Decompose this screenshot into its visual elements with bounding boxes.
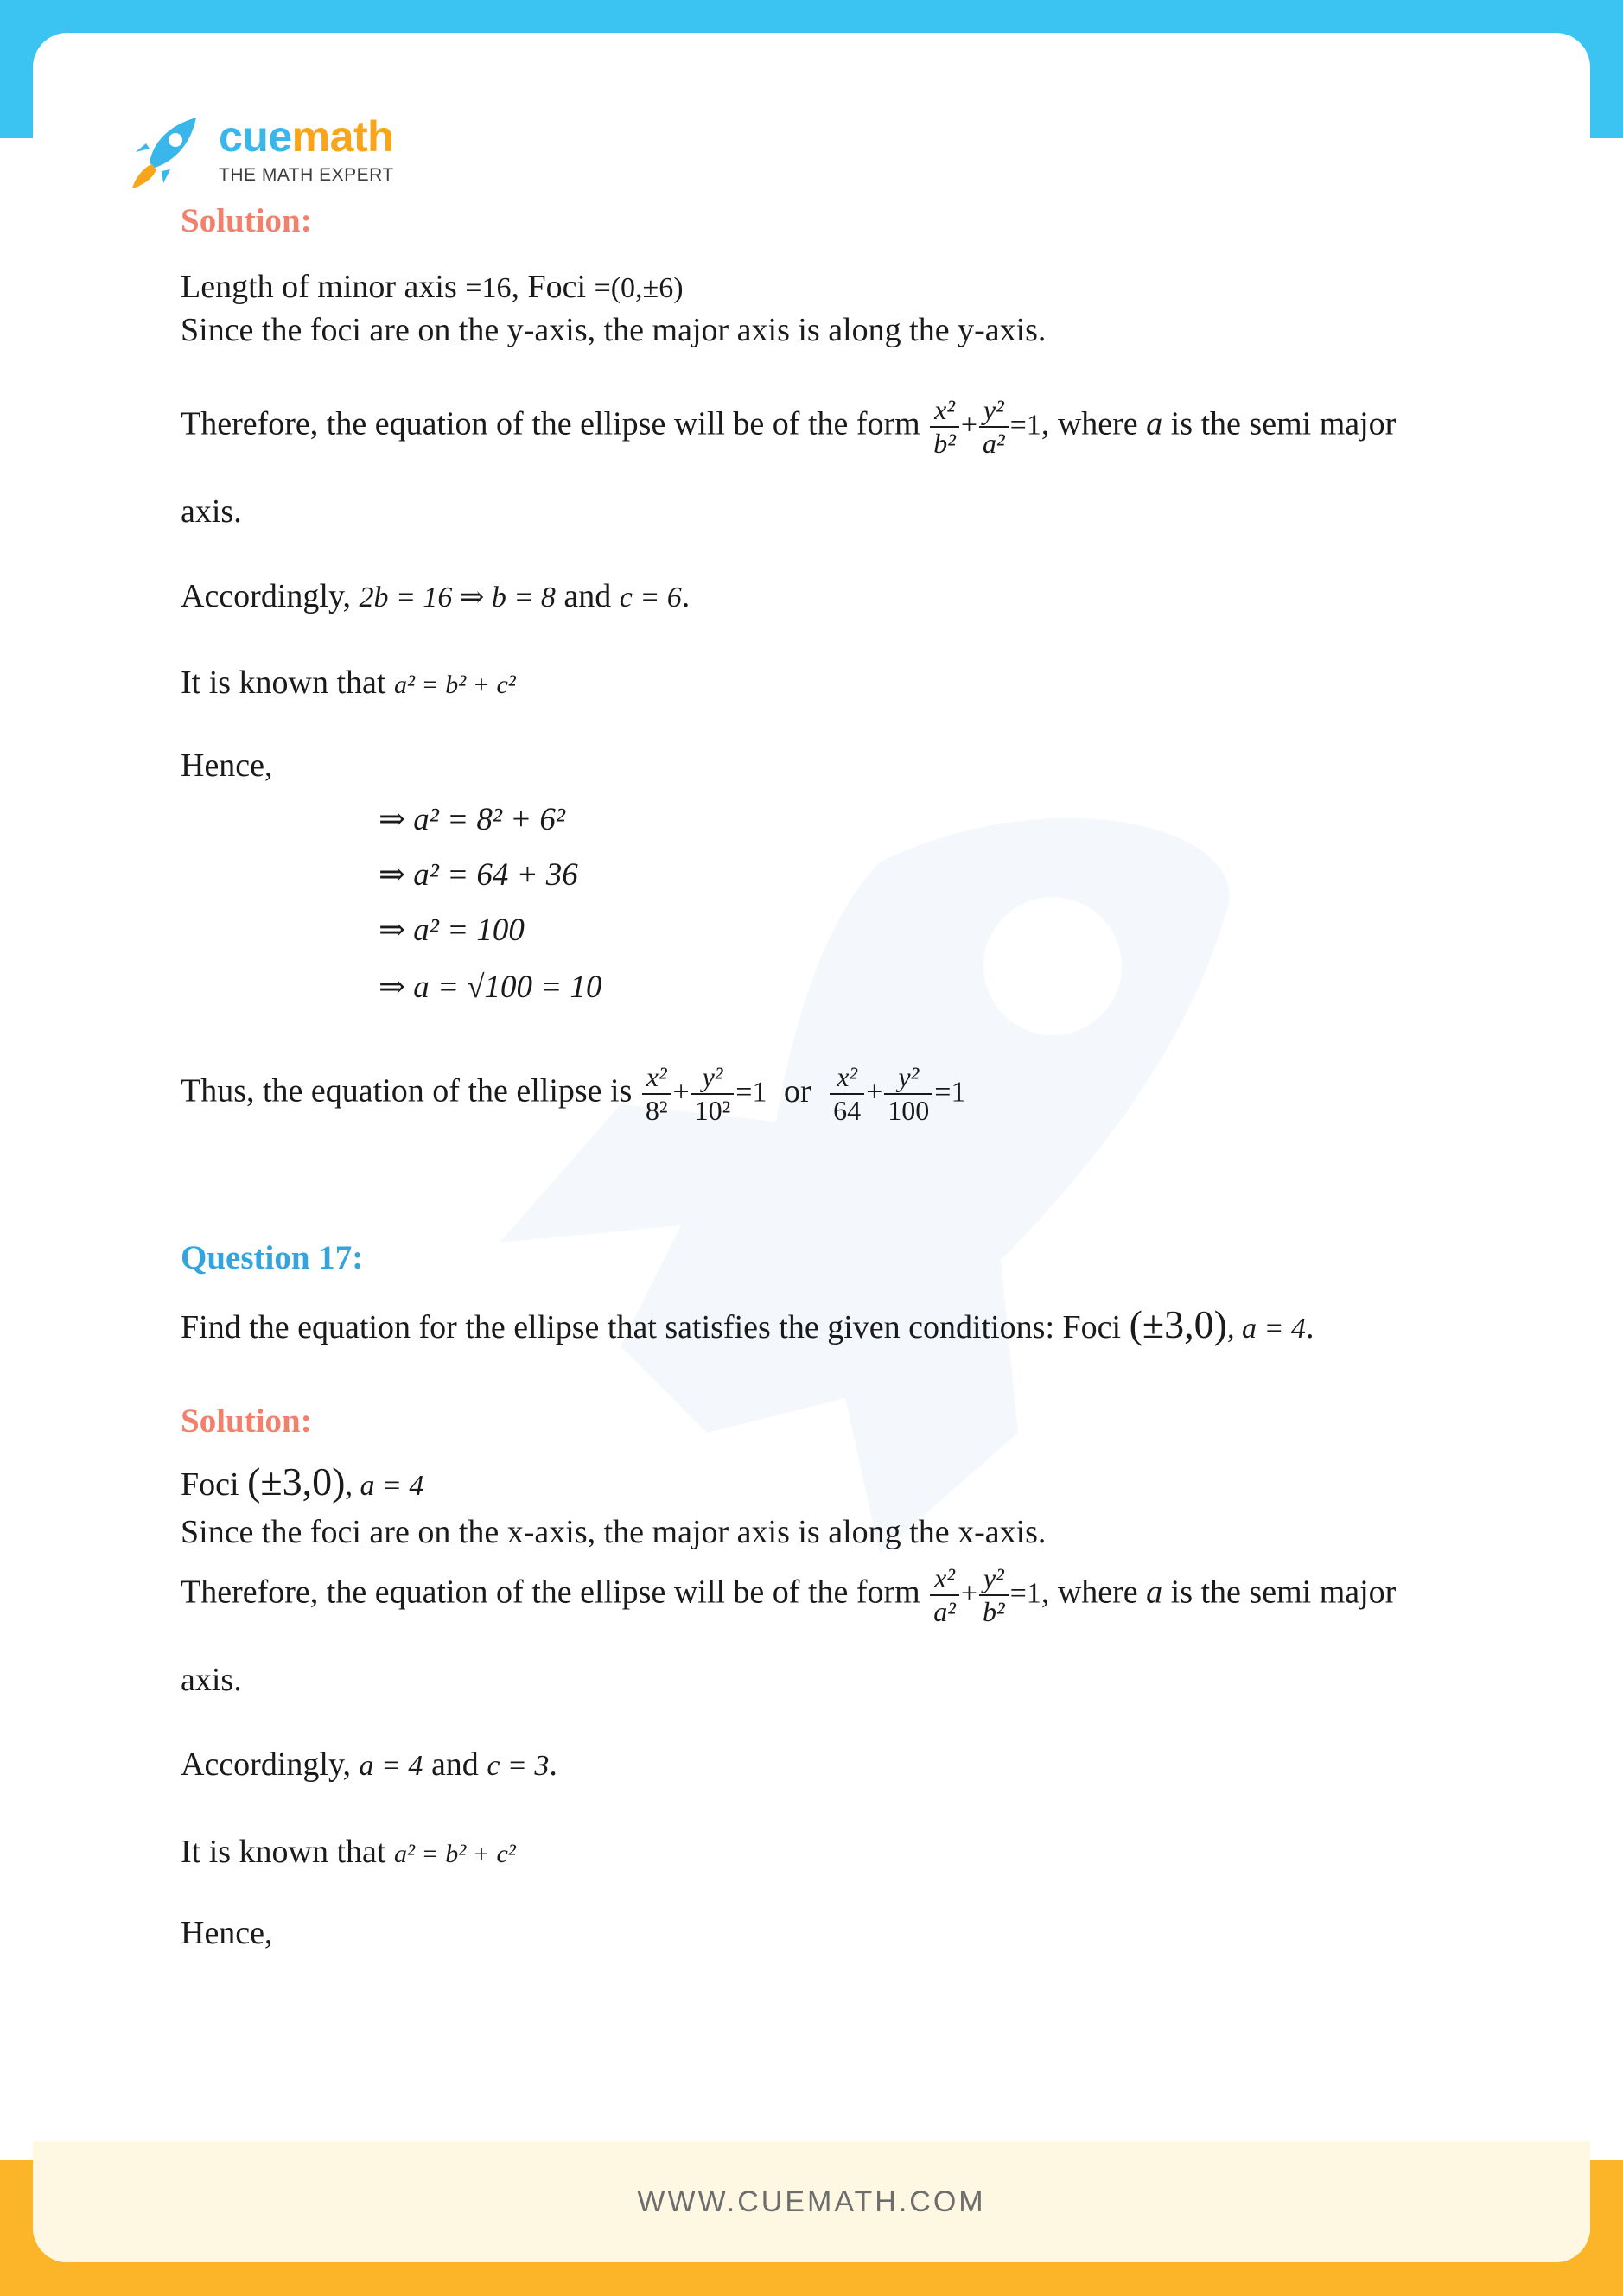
where-text: , where <box>1041 1574 1138 1611</box>
known-text: It is known that <box>181 1834 386 1870</box>
fraction-x2-a2: $\frac{\text{x²}}{\text{a²}}$ <box>930 1562 959 1628</box>
footer-bar <box>33 2141 1590 2262</box>
foci-label: , Foci <box>511 269 587 305</box>
semi-major-var: a <box>1146 405 1163 442</box>
sol16-line2: Since the foci are on the y-axis, the major axis is along the y-axis. <box>181 312 1047 348</box>
accordingly-text: Accordingly, <box>181 1746 351 1783</box>
plus-sign: + <box>960 409 978 442</box>
rocket-watermark-icon <box>396 811 1260 1588</box>
or-text: or <box>783 1072 812 1110</box>
sol16-line5 <box>181 577 690 615</box>
page-card <box>33 33 1590 2262</box>
equals-one: =1 <box>1009 1577 1041 1610</box>
known-text: It is known that <box>181 665 386 701</box>
ellipse-relation: a² = b² + c² <box>393 671 516 699</box>
sol17-hence: Hence, <box>181 1915 273 1951</box>
step-3: ⇒ a² = 100 <box>379 913 525 948</box>
period: . <box>549 1746 557 1783</box>
solution-heading: Solution: <box>181 202 312 239</box>
solution-heading: Solution: <box>181 1402 312 1440</box>
fraction-y2-b2: $\frac{\text{y²}}{\text{b²}}$ <box>979 1562 1009 1628</box>
cuemath-logo[interactable] <box>124 109 394 192</box>
footer-url-link[interactable]: WWW.CUEMATH.COM <box>637 2185 986 2218</box>
conclusion-text: Thus, the equation of the ellipse is <box>181 1072 633 1110</box>
period: . <box>1305 1309 1314 1345</box>
semi-major-var: a <box>1146 1574 1163 1611</box>
fraction-y2-10sq: $\frac{\text{y²}}{\text{10²}}$ <box>691 1061 735 1127</box>
c-value: c = 3 <box>487 1750 550 1782</box>
question-17-heading: Question 17: <box>181 1239 364 1276</box>
sol16-line6 <box>181 664 516 702</box>
brand-name-part2: math <box>291 112 394 161</box>
equals-one: =1 <box>735 1076 767 1109</box>
fraction-x2-8sq: $\frac{\text{x²}}{\text{8²}}$ <box>642 1061 671 1127</box>
a-value: , a = 4 <box>345 1470 424 1502</box>
ellipse-relation: a² = b² + c² <box>393 1840 516 1868</box>
q17-text <box>181 1301 1314 1347</box>
foci-value: =(0,±6) <box>594 272 684 304</box>
foci-value: (±3,0) <box>247 1460 346 1504</box>
fraction-x2-b2: $\frac{\text{x²}}{\text{b²}}$ <box>930 394 959 460</box>
c-value: c = 6 <box>619 582 682 614</box>
fraction-x2-64: $\frac{\text{x²}}{64}$ <box>830 1061 864 1127</box>
minor-axis-equation: 2b = 16 ⇒ b = 8 <box>359 582 556 614</box>
sol17-line4: axis. <box>181 1662 242 1698</box>
sol17-line1 <box>181 1459 423 1504</box>
and-text: and <box>563 578 612 614</box>
sol16-line4: axis. <box>181 493 242 530</box>
equals-one: =1 <box>1009 409 1041 442</box>
question-text: Find the equation for the ellipse that satisfies the given conditions: Foci <box>181 1309 1122 1345</box>
step-2: ⇒ a² = 64 + 36 <box>379 857 578 893</box>
brand-name-part1: cue <box>219 112 292 161</box>
minor-axis-text: Length of minor axis <box>181 269 457 305</box>
step-1: ⇒ a² = 8² + 6² <box>379 802 565 837</box>
where-text: , where <box>1041 405 1138 442</box>
plus-sign: + <box>866 1076 883 1109</box>
sol17-line5 <box>181 1746 557 1784</box>
step-4: ⇒ a = √100 = 10 <box>379 970 602 1005</box>
a-value: , a = 4 <box>1226 1313 1306 1345</box>
form-text: Therefore, the equation of the ellipse will be of the form <box>181 1574 920 1611</box>
sol17-line6 <box>181 1833 516 1871</box>
foci-value: (±3,0) <box>1129 1302 1227 1346</box>
fraction-y2-100: $\frac{\text{y²}}{100}$ <box>884 1061 932 1127</box>
plus-sign: + <box>960 1577 978 1610</box>
sol16-hence: Hence, <box>181 747 273 784</box>
a-value: a = 4 <box>359 1750 423 1782</box>
rocket-logo-icon <box>124 109 207 192</box>
sol16-line3 <box>181 394 1396 460</box>
brand-tagline: THE MATH EXPERT <box>219 165 394 185</box>
and-text: and <box>430 1746 479 1783</box>
foci-label: Foci <box>181 1466 239 1503</box>
period: . <box>681 578 691 614</box>
minor-axis-value: =16 <box>465 272 512 304</box>
fraction-y2-a2: $\frac{\text{y²}}{\text{a²}}$ <box>979 394 1009 460</box>
sol17-line2: Since the foci are on the x-axis, the major axis is along the x-axis. <box>181 1514 1047 1550</box>
plus-sign: + <box>672 1076 690 1109</box>
accordingly-text: Accordingly, <box>181 578 351 614</box>
sol16-conclusion <box>181 1061 965 1127</box>
semi-major-text: is the semi major <box>1170 405 1397 442</box>
equals-one: =1 <box>934 1076 966 1109</box>
sol16-line1 <box>181 268 684 306</box>
semi-major-text: is the semi major <box>1170 1574 1397 1611</box>
form-text: Therefore, the equation of the ellipse will be of the form <box>181 405 920 442</box>
sol17-line3 <box>181 1562 1396 1628</box>
